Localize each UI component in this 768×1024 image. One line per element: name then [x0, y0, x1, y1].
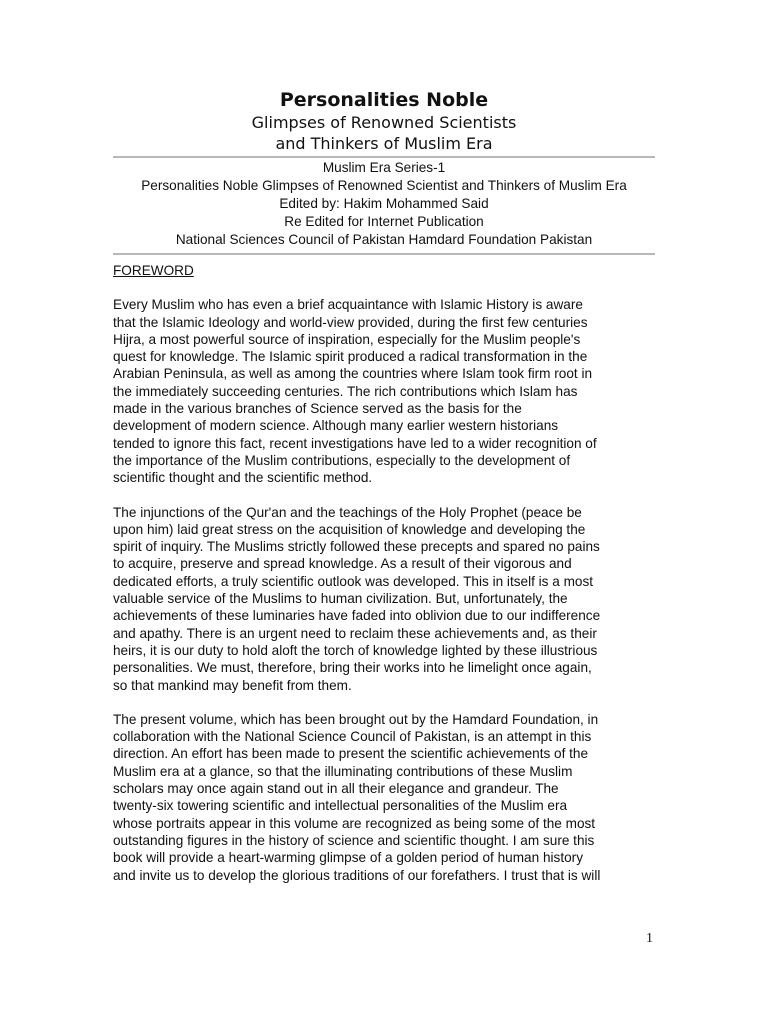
text-line: so that mankind may benefit from them.: [113, 677, 352, 693]
text-line: direction. An effort has been made to present the scientific achievements of the: [113, 746, 589, 762]
publisher-line: National Sciences Council of Pakistan Hamdard Foundation Pakistan: [175, 232, 593, 247]
series-line: Muslim Era Series-1: [322, 160, 446, 175]
text-line: and invite us to develop the glorious traditions of our forefathers. I trust that is will: [113, 867, 601, 883]
document-title: Personalities Noble: [279, 89, 489, 111]
text-line: and apathy. There is an urgent need to reclaim these achievements and, as their: [113, 625, 597, 641]
text-line: The injunctions of the Qur'an and the teachings of the Holy Prophet (peace be: [113, 504, 582, 520]
text-line: to acquire, preserve and spread knowledge. As a result of their vigorous and: [113, 556, 572, 572]
text-line: personalities. We must, therefore, bring their works into he limelight once again,: [113, 660, 592, 676]
text-line: collaboration with the National Science Council of Pakistan, is an attempt in this: [113, 729, 592, 745]
page-number: 1: [646, 931, 653, 946]
text-line: book will provide a heart-warming glimpse of a golden period of human history: [113, 850, 583, 866]
document-subtitle-line-1: Glimpses of Renowned Scientists: [251, 113, 517, 132]
paragraph-2: [113, 504, 658, 694]
re-edit-line: Re Edited for Internet Publication: [284, 214, 484, 229]
text-line: Every Muslim who has even a brief acquaintance with Islamic History is aware: [113, 297, 583, 313]
text-line: scholars may once again stand out in all their elegance and grandeur. The: [113, 781, 559, 797]
document-header: [113, 88, 655, 255]
text-line: development of modern science. Although many earlier western historians: [113, 418, 559, 434]
publication-info: [113, 158, 655, 251]
text-line: scientific thought and the scientific method.: [113, 470, 373, 486]
text-line: valuable service of the Muslims to human civilization. But, unfortunately, the: [113, 591, 568, 607]
paragraph-3: [113, 711, 658, 884]
paragraph-1: [113, 296, 658, 486]
text-line: the immediately succeeding centuries. The rich contributions which Islam has: [113, 383, 578, 399]
text-line: whose portraits appear in this volume are recognized as being some of the most: [113, 815, 596, 831]
text-line: spirit of inquiry. The Muslims strictly followed these precepts and spared no pains: [113, 539, 600, 555]
text-line: made in the various branches of Science served as the basis for the: [113, 401, 522, 417]
text-line: tended to ignore this fact, recent investigations have led to a wider recognition of: [113, 435, 597, 451]
text-line: achievements of these luminaries have faded into oblivion due to our indifference: [113, 608, 601, 624]
text-line: Arabian Peninsula, as well as among the countries where Islam took firm root in: [113, 366, 593, 382]
full-title-line: Personalities Noble Glimpses of Renowned Scientist and Thinkers of Muslim Era: [141, 178, 627, 193]
text-line: that the Islamic Ideology and world-view provided, during the first few centuries: [113, 314, 588, 330]
text-line: The present volume, which has been brought out by the Hamdard Foundation, in: [113, 711, 599, 727]
text-line: the importance of the Muslim contributions, especially to the development of: [113, 452, 571, 468]
text-line: Muslim era at a glance, so that the illuminating contributions of these Muslim: [113, 763, 573, 779]
editor-line: Edited by: Hakim Mohammed Said: [279, 196, 489, 211]
text-line: Hijra, a most powerful source of inspiration, especially for the Muslim people's: [113, 331, 581, 347]
foreword-section: [113, 262, 658, 901]
text-line: quest for knowledge. The Islamic spirit produced a radical transformation in the: [113, 349, 588, 365]
foreword-heading: FOREWORD: [113, 263, 194, 278]
text-line: dedicated efforts, a truly scientific outlook was developed. This in itself is a most: [113, 573, 594, 589]
text-line: twenty-six towering scientific and intellectual personalities of the Muslim era: [113, 798, 568, 814]
text-line: outstanding figures in the history of science and scientific thought. I am sure this: [113, 832, 595, 848]
text-line: heirs, it is our duty to hold aloft the torch of knowledge lighted by these illustrious: [113, 642, 598, 658]
header-bottom-rule: [113, 253, 655, 255]
document-subtitle-line-2: and Thinkers of Muslim Era: [275, 134, 493, 153]
text-line: upon him) laid great stress on the acquisition of knowledge and developing the: [113, 521, 586, 537]
